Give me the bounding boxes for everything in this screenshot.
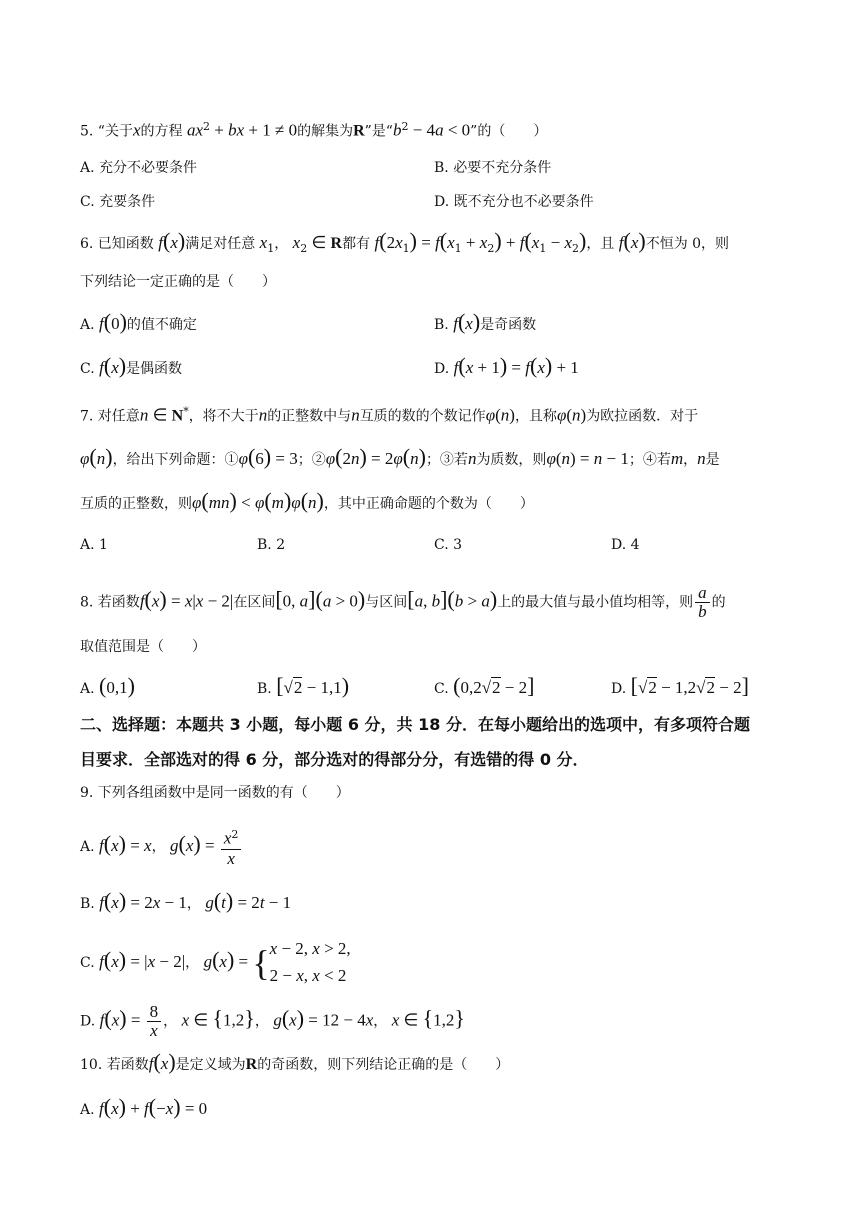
q9-c-label: C. xyxy=(80,955,95,971)
q7-stem-line2: φ(n)，给出下列命题：①φ(6) = 3；②φ(2n) = 2φ(n)；③若n为质数，则φ(n) = n − 1；④若m，n是 xyxy=(80,444,720,469)
q7-stem-line1: 7. 对任意n ∈ N*，将不大于n的正整数中与n互质的数的个数记作φ(n)，且称φ(n)为欧拉函数．对于 xyxy=(80,405,699,425)
q9-option-b: B. f(x) = 2x − 1， g(t) = 2t − 1 xyxy=(80,888,292,913)
q7-t5: 为欧拉函数．对于 xyxy=(586,408,699,425)
q6-lead: 6. 已知函数 xyxy=(80,236,154,252)
q6-a-label: A. xyxy=(80,317,95,333)
q8-lead: 8. 若函数 xyxy=(80,594,140,611)
q6-t4: 不恒为 0，则 xyxy=(645,236,730,252)
q7-l2b: ；② xyxy=(297,452,326,468)
q8-a-label: A. xyxy=(80,681,95,697)
q9-option-c: C. f(x) = |x − 2|， g(x) = { x − 2, x > 2, 2 − x, x < 2 xyxy=(80,939,351,985)
q8-stem-line1: 8. 若函数f(x) = x|x − 2|在区间[0, a](a > 0)与区间[a, b](b > a)上的最大值与最小值均相等，则 $\frac{a}{b}$ 的 xyxy=(80,583,726,621)
q6-b-label: B. xyxy=(434,317,449,333)
q10-a-label: A. xyxy=(80,1102,95,1118)
q7-lead: 7. 对任意 xyxy=(80,408,140,425)
q9-stem: 9. 下列各组函数中是同一函数的有（ ） xyxy=(80,785,350,801)
q7-l2e: ；④若 xyxy=(628,452,671,468)
q5-stem: 5. “关于x的方程 $ax^2$ + bx + 1 ≠ 0的解集为R”是“$b^2 - 4a < 0$”的（ ） xyxy=(80,120,548,140)
q8-t3: 上的最大值与最小值均相等，则 xyxy=(497,594,694,611)
q8-option-c: C. (0,2√2 − 2] xyxy=(434,673,535,698)
q5-lead: 5. “关于 xyxy=(80,123,133,140)
q7-t1: ，将不大于 xyxy=(188,408,259,425)
q10-lead: 10. 若函数 xyxy=(80,1057,149,1073)
q10-t1: 是定义域为 xyxy=(175,1057,246,1073)
q7-l2a: ，给出下列命题：① xyxy=(112,452,239,468)
q10-option-a: A. f(x) + f(−x) = 0 xyxy=(80,1094,208,1119)
q8-stem-line2: 取值范围是（ ） xyxy=(80,639,206,655)
q6-option-b: B. f(x)是奇函数 xyxy=(434,309,537,334)
q7-option-a: A. 1 xyxy=(80,537,108,553)
q8-d-label: D. xyxy=(611,681,627,697)
q6-option-c: C. f(x)是偶函数 xyxy=(80,353,183,378)
q7-l3b: ，其中正确命题的个数为（ ） xyxy=(323,496,534,512)
q7-t3: 互质的数的个数记作 xyxy=(359,408,486,425)
q6-option-d: D. f(x + 1) = f(x) + 1 xyxy=(434,353,579,378)
q9-b-label: B. xyxy=(80,896,95,912)
q10-stem: 10. 若函数f(x)是定义域为R的奇函数，则下列结论正确的是（ ） xyxy=(80,1049,510,1074)
q9-option-d: D. f(x) = $\frac{8}{x}$ ， x ∈ {1,2}， g(x) = 12 − 4x， x ∈ {1,2} xyxy=(80,1002,465,1040)
section2-line1: 二、选择题：本题共 3 小题，每小题 6 分，共 18 分．在每小题给出的选项中，有多项符合题 xyxy=(80,715,750,734)
q6-c-label: C. xyxy=(80,361,95,377)
q6-t3: ，且 xyxy=(586,236,615,252)
q8-option-a: A. (0,1) xyxy=(80,673,135,698)
q6-t2: 都有 xyxy=(342,236,371,252)
q6-d-label: D. xyxy=(434,361,450,377)
q6-b-text: 是奇函数 xyxy=(480,317,537,333)
q5-option-b: B. 必要不充分条件 xyxy=(434,160,552,176)
q7-t4: ，且称 xyxy=(514,408,557,425)
q5-tail: ”的（ ） xyxy=(470,123,548,140)
q5-mid2: 的解集为 xyxy=(297,123,354,140)
q8-b-label: B. xyxy=(257,681,272,697)
q7-l2f: ， xyxy=(683,452,698,468)
section2-line2: 目要求．全部选对的得 6 分，部分选对的得部分分，有选错的得 0 分． xyxy=(80,750,589,769)
q6-stem-line2: 下列结论一定正确的是（ ） xyxy=(80,274,276,290)
q7-l2d: 为质数，则 xyxy=(476,452,547,468)
q7-t2: 的正整数中与 xyxy=(267,408,352,425)
q5-mid3: ”是“ xyxy=(364,123,393,140)
q9-option-a: A. f(x) = x， g(x) = $\frac{x^2}{x}$ xyxy=(80,826,243,868)
q7-option-c: C. 3 xyxy=(434,537,463,553)
q7-l2g: 是 xyxy=(705,452,720,468)
q5-option-d: D. 既不充分也不必要条件 xyxy=(434,194,594,210)
q6-stem-line1: 6. 已知函数 f(x)满足对任意 $x_1$， $x_2$ ∈ R都有 $f(2x_1) = f(x_1 + x_2) + f(x_1 - x_2)$，且 f(x)不恒为 0，则 xyxy=(80,228,730,255)
q5-option-c: C. 充要条件 xyxy=(80,194,156,210)
q6-a-text: 的值不确定 xyxy=(126,317,197,333)
q7-l2c: ；③若 xyxy=(425,452,468,468)
q5-option-a: A. 充分不必要条件 xyxy=(80,160,198,176)
q8-option-d: D. [√2 − 1,2√2 − 2] xyxy=(611,673,749,698)
q7-option-b: B. 2 xyxy=(257,537,286,553)
q5-mid1: 的方程 xyxy=(140,123,183,140)
q8-t4: 的 xyxy=(711,594,726,611)
q9-a-label: A. xyxy=(80,838,95,855)
q10-t2: 的奇函数，则下列结论正确的是（ ） xyxy=(257,1057,510,1073)
q9-d-label: D. xyxy=(80,1013,96,1030)
q8-t1: 在区间 xyxy=(233,594,276,611)
q6-c-text: 是偶函数 xyxy=(126,361,183,377)
q7-l3a: 互质的正整数，则 xyxy=(80,496,192,512)
q8-c-label: C. xyxy=(434,681,449,697)
q6-t1: 满足对任意 xyxy=(185,236,256,252)
q8-option-b: B. [√2 − 1,1) xyxy=(257,673,350,698)
q8-t2: 与区间 xyxy=(365,594,408,611)
q6-option-a: A. f(0)的值不确定 xyxy=(80,309,197,334)
q7-stem-line3: 互质的正整数，则φ(mn) < φ(m)φ(n)，其中正确命题的个数为（ ） xyxy=(80,488,534,513)
q7-option-d: D. 4 xyxy=(611,537,640,553)
